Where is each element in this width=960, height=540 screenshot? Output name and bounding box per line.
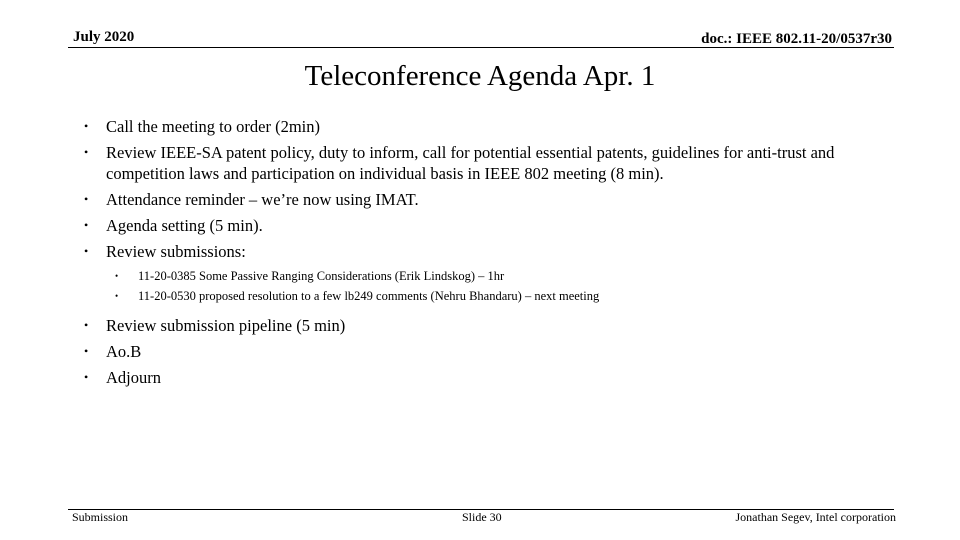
bullet-icon: • xyxy=(84,218,89,232)
agenda-item xyxy=(72,142,892,184)
agenda-item-text: Ao.B xyxy=(106,342,142,361)
agenda-item xyxy=(72,116,892,137)
agenda-item-text: Review submission pipeline (5 min) xyxy=(106,316,346,335)
submission-item xyxy=(72,288,892,305)
bullet-icon: • xyxy=(115,271,119,281)
agenda-item-text: Attendance reminder – we’re now using IMAT. xyxy=(106,190,419,209)
submissions-list xyxy=(72,268,892,305)
footer-slide-number: Slide 30 xyxy=(462,510,502,524)
header-date: July 2020 xyxy=(73,29,135,45)
agenda-item xyxy=(72,189,892,210)
agenda-item-text: Adjourn xyxy=(106,368,161,387)
bullet-icon: • xyxy=(84,318,89,332)
agenda-item-text: Review IEEE-SA patent policy, duty to inform, call for potential essential patents, guidelines for anti-trust and competition laws and participation on individual basis in IEEE 802 meeting (8 min). xyxy=(106,143,835,183)
header-doc-id: doc.: IEEE 802.11-20/0537r30 xyxy=(701,31,892,47)
bullet-icon: • xyxy=(84,192,89,206)
submission-item-text: 11-20-0385 Some Passive Ranging Considerations (Erik Lindskog) – 1hr xyxy=(138,269,505,283)
agenda-item-text: Review submissions: xyxy=(106,242,246,261)
footer-submission: Submission xyxy=(72,510,129,524)
bullet-icon: • xyxy=(84,244,89,258)
bullet-icon: • xyxy=(115,291,119,301)
agenda-item xyxy=(72,341,892,362)
bullet-icon: • xyxy=(84,344,89,358)
footer-author: Jonathan Segev, Intel corporation xyxy=(735,510,896,524)
agenda-item xyxy=(72,315,892,336)
agenda-list xyxy=(72,116,892,393)
agenda-item xyxy=(72,241,892,262)
agenda-item xyxy=(72,215,892,236)
agenda-item-text: Call the meeting to order (2min) xyxy=(106,117,320,136)
submission-item-text: 11-20-0530 proposed resolution to a few lb249 comments (Nehru Bhandaru) – next meeting xyxy=(138,289,600,303)
agenda-item-text: Agenda setting (5 min). xyxy=(106,216,263,235)
agenda-item xyxy=(72,367,892,388)
header-divider xyxy=(68,47,894,48)
bullet-icon: • xyxy=(84,370,89,384)
slide-title: Teleconference Agenda Apr. 1 xyxy=(304,60,656,92)
submission-item xyxy=(72,268,892,285)
bullet-icon: • xyxy=(84,145,89,159)
bullet-icon: • xyxy=(84,119,89,133)
